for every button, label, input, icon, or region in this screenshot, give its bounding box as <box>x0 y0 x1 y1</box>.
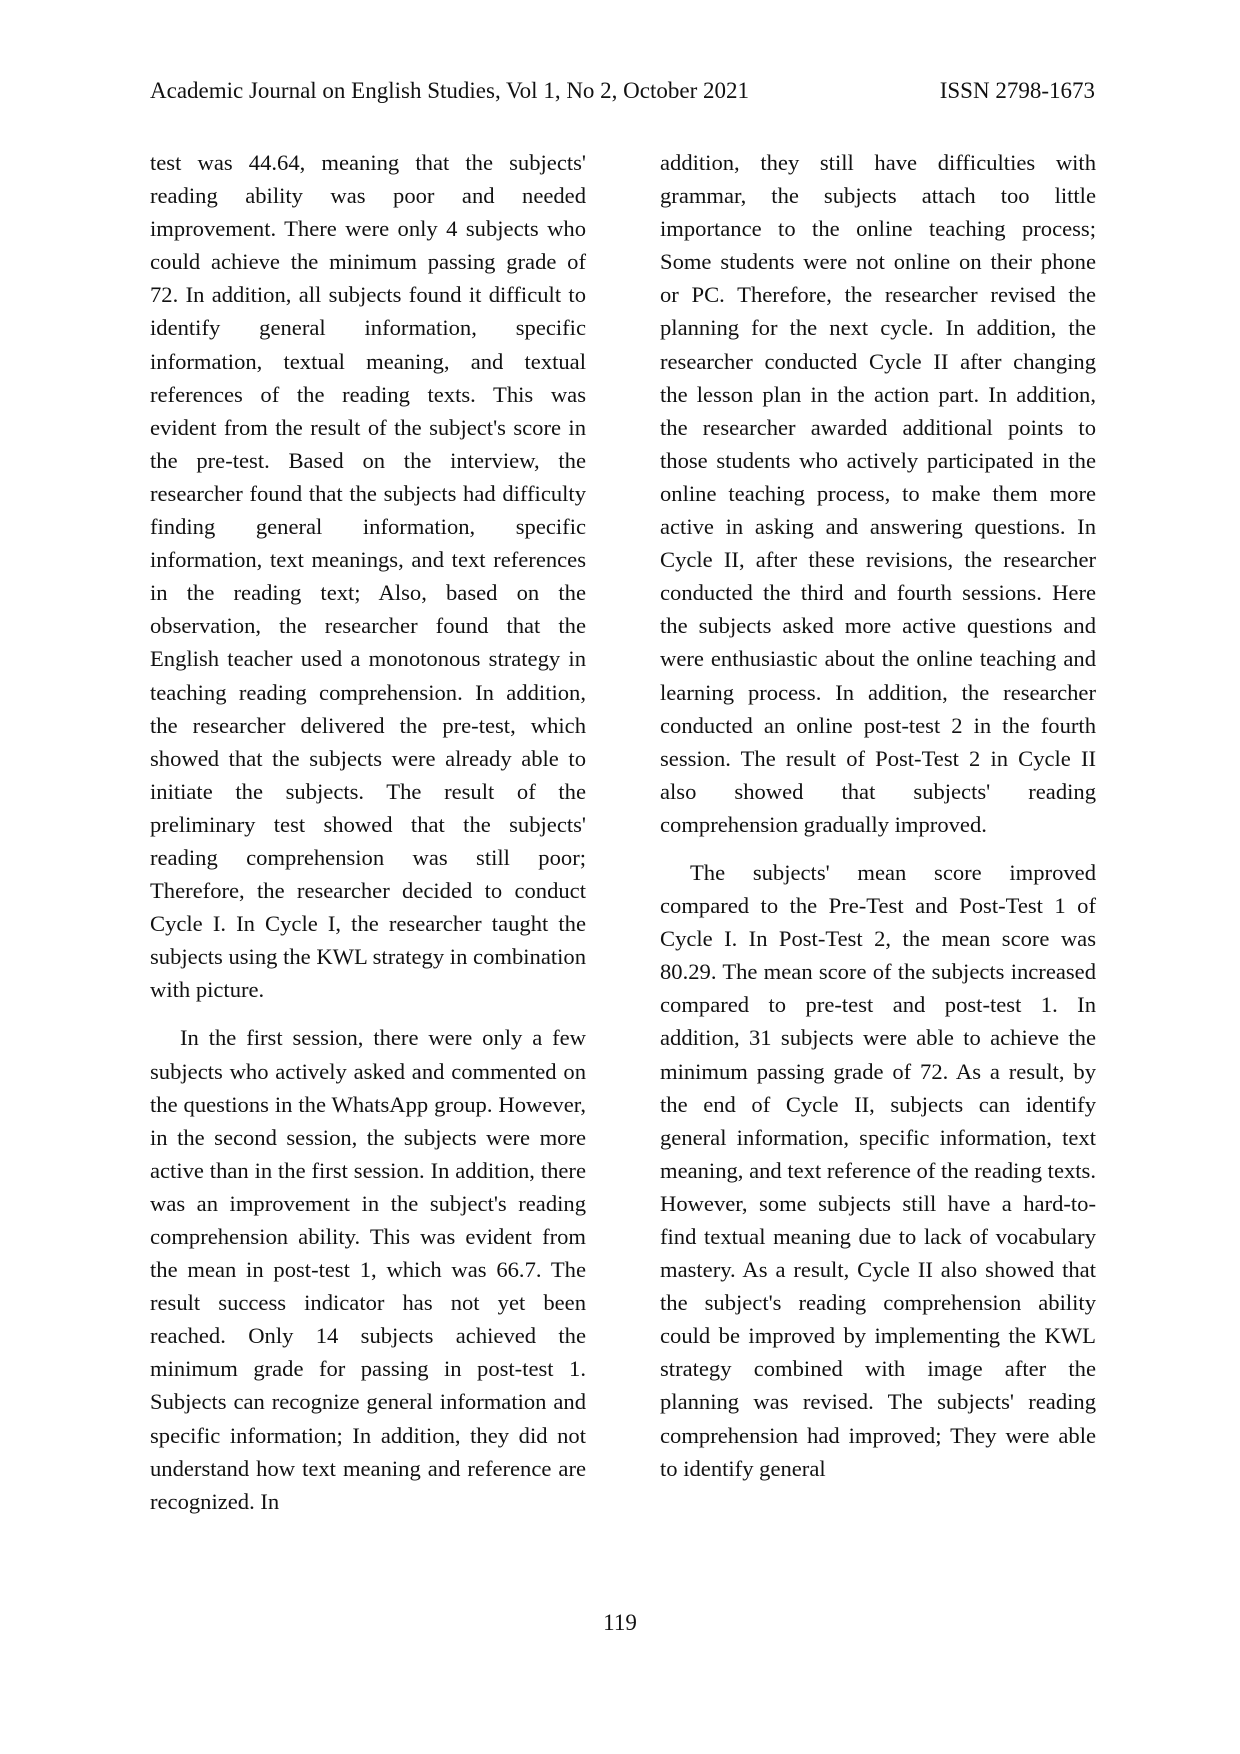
left-column <box>150 146 586 1518</box>
paragraph: test was 44.64, meaning that the subjects' reading ability was poor and needed improvement. There were only 4 subjects who could achieve the minimum passing grade of 72. In addition, all subjects found it difficult to identify general information, specific information, textual meaning, and textual references of the reading texts. This was evident from the result of the subject's score in the pre-test. Based on the interview, the researcher found that the subjects had difficulty finding general information, specific information, text meanings, and text references in the reading text; Also, based on the observation, the researcher found that the English teacher used a monotonous strategy in teaching reading comprehension. In addition, the researcher delivered the pre-test, which showed that the subjects were already able to initiate the subjects. The result of the preliminary test showed that the subjects' reading comprehension was still poor; Therefore, the researcher decided to conduct Cycle I. In Cycle I, the researcher taught the subjects using the KWL strategy in combination with picture. <box>150 150 586 1003</box>
running-header <box>150 74 1095 108</box>
paragraph: The subjects' mean score improved compared to the Pre-Test and Post-Test 1 of Cycle I. In Post-Test 2, the mean score was 80.29. The mean score of the subjects increased compared to pre-test and post-test 1. In addition, 31 subjects were able to achieve the minimum passing grade of 72. As a result, by the end of Cycle II, subjects can identify general information, specific information, text meaning, and text reference of the reading texts. However, some subjects still have a hard-to-find textual meaning due to lack of vocabulary mastery. As a result, Cycle II also showed that the subject's reading comprehension ability could be improved by implementing the KWL strategy combined with image after the planning was revised. The subjects' reading comprehension had improved; They were able to identify general <box>660 859 1096 1481</box>
issn: ISSN 2798-1673 <box>939 78 1095 103</box>
paragraph: In the first session, there were only a few subjects who actively asked and commented on the questions in the WhatsApp group. However, in the second session, the subjects were more active than in the first session. In addition, there was an improvement in the subject's reading comprehension ability. This was evident from the mean in post-test 1, which was 66.7. The result success indicator has not yet been reached. Only 14 subjects achieved the minimum grade for passing in post-test 1. Subjects can recognize general information and specific information; In addition, they did not understand how text meaning and reference are recognized. In <box>150 1025 586 1514</box>
journal-title: Academic Journal on English Studies, Vol 1, No 2, October 2021 <box>150 78 749 103</box>
paragraph: addition, they still have difficulties with grammar, the subjects attach too little importance to the online teaching process; Some students were not online on their phone or PC. Therefore, the researcher revised the planning for the next cycle. In addition, the researcher conducted Cycle II after changing the lesson plan in the action part. In addition, the researcher awarded additional points to those students who actively participated in the online teaching process, to make them more active in asking and answering questions. In Cycle II, after these revisions, the researcher conducted the third and fourth sessions. Here the subjects asked more active questions and were enthusiastic about the online teaching and learning process. In addition, the researcher conducted an online post-test 2 in the fourth session. The result of Post-Test 2 in Cycle II also showed that subjects' reading comprehension gradually improved. <box>660 150 1096 837</box>
page-number: 119 <box>603 1610 637 1635</box>
right-column <box>660 146 1096 1485</box>
